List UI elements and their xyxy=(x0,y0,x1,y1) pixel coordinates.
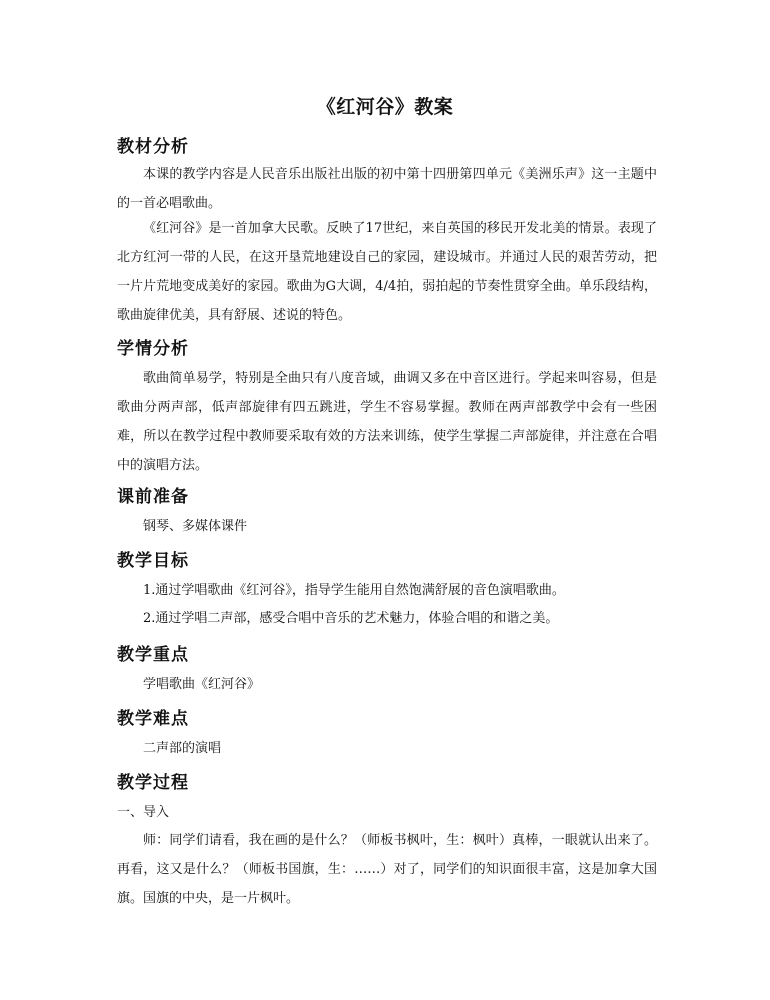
goals-item-2: 2.通过学唱二声部，感受合唱中音乐的艺术魅力，体验合唱的和谐之美。 xyxy=(143,611,559,626)
analysis-paragraph-2: 《红河谷》是一首加拿大民歌。反映了17世纪，来自英国的移民开发北美的情景。表现了北方红河一带的人民，在这开垦荒地建设自己的家园，建设城市。并通过人民的艰苦劳动，把一片片荒地变成美好的家园。歌曲为G大调，4/4拍，弱拍起的节奏性贯穿全曲。单乐段结构，歌曲旋律优美，具有舒展、述说的特色。 xyxy=(117,221,657,323)
section-heading-preparation: 课前准备 xyxy=(117,487,189,507)
process-subheading: 一、导入 xyxy=(117,805,170,820)
section-heading-students: 学情分析 xyxy=(117,339,189,359)
section-heading-keypoints: 教学重点 xyxy=(117,645,189,665)
section-heading-difficulties: 教学难点 xyxy=(117,709,189,729)
document-title: 《红河谷》教案 xyxy=(316,96,454,118)
analysis-paragraph-1: 本课的教学内容是人民音乐出版社出版的初中第十四册第四单元《美洲乐声》这一主题中的一首必唱歌曲。 xyxy=(117,167,657,211)
section-heading-process: 教学过程 xyxy=(117,773,189,793)
goals-item-1: 1.通过学唱歌曲《红河谷》，指导学生能用自然饱满舒展的音色演唱歌曲。 xyxy=(143,583,565,598)
students-paragraph-1: 歌曲简单易学，特别是全曲只有八度音域，曲调又多在中音区进行。学起来叫容易，但是歌曲分两声部，低声部旋律有四五跳进，学生不容易掌握。教师在两声部教学中会有一些困难，所以在教学过程中教师要采取有效的方法来训练，使学生掌握二声部旋律，并注意在合唱中的演唱方法。 xyxy=(117,371,657,473)
difficulties-paragraph: 二声部的演唱 xyxy=(143,741,222,756)
section-heading-goals: 教学目标 xyxy=(117,551,189,571)
section-heading-analysis: 教材分析 xyxy=(117,137,189,157)
process-paragraph-1: 师：同学们请看，我在画的是什么？（师板书枫叶，生：枫叶）真棒，一眼就认出来了。再看，这又是什么？（师板书国旗，生：……）对了，同学们的知识面很丰富，这是加拿大国旗。国旗的中央，是一片枫叶。 xyxy=(117,833,657,906)
preparation-paragraph: 钢琴、多媒体课件 xyxy=(143,519,248,534)
keypoints-paragraph: 学唱歌曲《红河谷》 xyxy=(143,677,261,692)
